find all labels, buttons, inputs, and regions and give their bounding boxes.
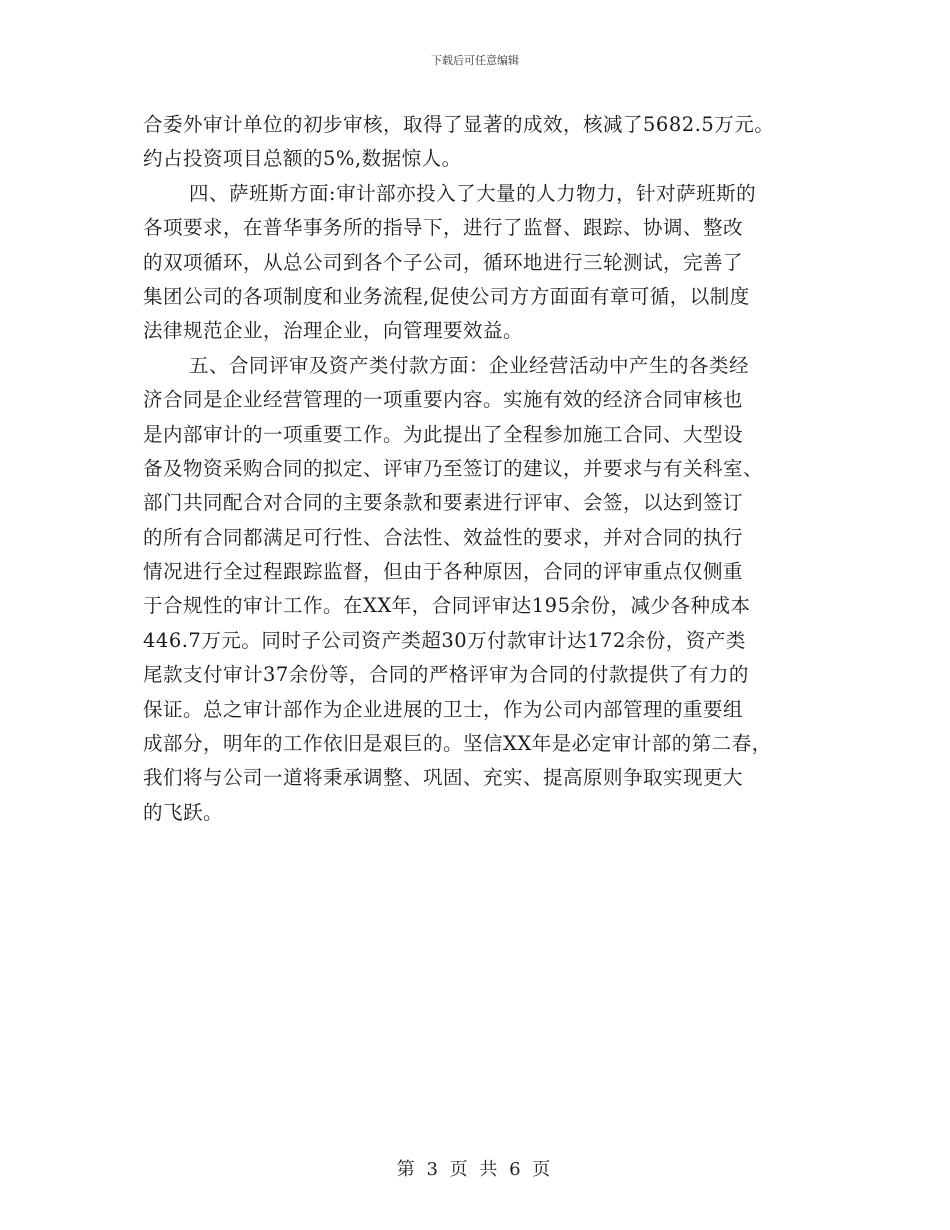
- text-line: 合委外审计单位的初步审核，取得了显著的成效，核减了5682.5万元。: [143, 113, 775, 136]
- text-line: 各项要求，在普华事务所的指导下，进行了监督、跟踪、协调、整改: [143, 216, 744, 240]
- text-line: 四、萨班斯方面:审计部亦投入了大量的人力物力，针对萨班斯的: [189, 181, 757, 205]
- text-line: 保证。总之审计部作为企业进展的卫士，作为公司内部管理的重要组: [143, 697, 744, 721]
- text-line: 的所有合同都满足可行性、合法性、效益性的要求，并对合同的执行: [143, 525, 744, 549]
- text-line: 备及物资采购合同的拟定、评审乃至签订的建议，并要求与有关科室、: [143, 456, 764, 480]
- text-line: 法律规范企业，治理企业，向管理要效益。: [143, 319, 524, 343]
- text-line: 部门共同配合对合同的主要条款和要素进行评审、会签，以达到签订: [143, 491, 744, 515]
- text-line: 集团公司的各项制度和业务流程,促使公司方方面面有章可循，以制度: [143, 284, 750, 308]
- text-line: 446.7万元。同时子公司资产类超30万付款审计达172余份，资产类: [143, 628, 746, 652]
- text-line: 情况进行全过程跟踪监督，但由于各种原因，合同的评审重点仅侧重: [143, 560, 744, 584]
- text-line: 是内部审计的一项重要工作。为此提出了全程参加施工合同、大型设: [143, 422, 744, 446]
- document-body: [143, 108, 823, 830]
- text-line: 尾款支付审计37余份等，合同的严格评审为合同的付款提供了有力的: [143, 663, 749, 687]
- text-line: 于合规性的审计工作。在XX年，合同评审达195余份，减少各种成本: [143, 594, 751, 618]
- text-line: 我们将与公司一道将秉承调整、巩固、充实、提高原则争取实现更大: [143, 766, 744, 790]
- page-footer: 第 3 页 共 6 页: [396, 1159, 554, 1180]
- text-line: 约占投资项目总额的5%,数据惊人。: [143, 147, 462, 171]
- text-line: 成部分，明年的工作依旧是艰巨的。坚信XX年是必定审计部的第二春，: [143, 732, 772, 756]
- text-line: 的双项循环，从总公司到各个子公司，循环地进行三轮测试，完善了: [143, 250, 744, 274]
- header-note: 下载后可任意编辑: [431, 54, 519, 67]
- text-line: 的飞跃。: [143, 800, 224, 824]
- text-line: 济合同是企业经营管理的一项重要内容。实施有效的经济合同审核也: [143, 388, 744, 412]
- text-line: 五、合同评审及资产类付款方面：企业经营活动中产生的各类经: [189, 353, 750, 377]
